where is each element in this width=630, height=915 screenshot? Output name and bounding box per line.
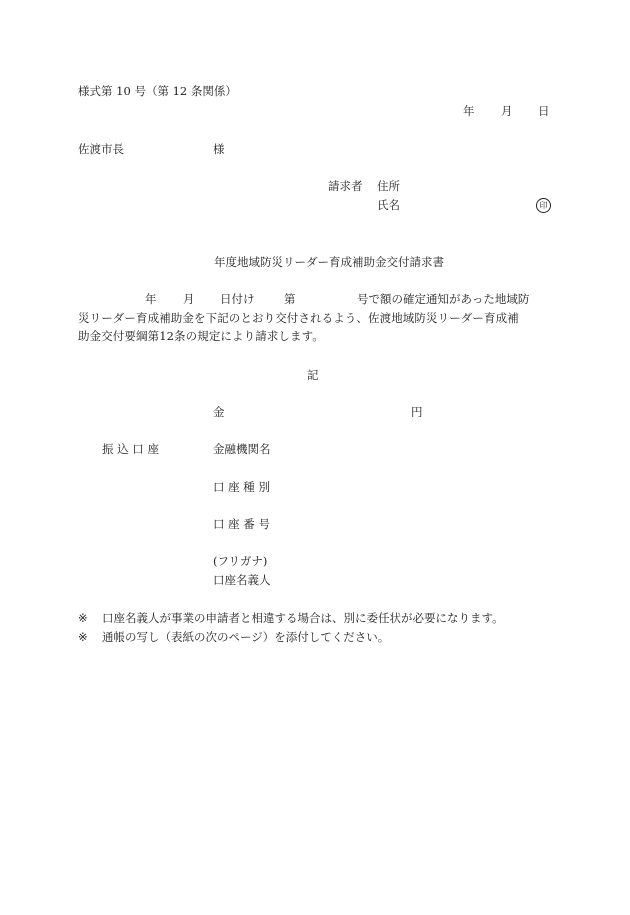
note-1-mark: ※ [78,611,88,625]
date-day-label: 日 [538,104,550,118]
body-year-label: 年 [145,292,157,306]
note-2-text: 通帳の写し（表紙の次のページ）を添付してください。 [102,630,390,644]
note-2-mark: ※ [78,630,88,644]
body-dated-label: 日付け [220,292,255,306]
body-line-3: 助金交付要綱第12条の規定により請求します。 [78,329,324,343]
furigana-label: (フリガナ) [213,554,268,568]
body-no-label: 第 [284,292,296,306]
date-year-label: 年 [463,104,475,118]
claimant-role-label: 請求者 [328,179,363,193]
amount-label: 金 [213,405,225,419]
ki-heading: 記 [307,368,319,382]
body-month-label: 月 [183,292,195,306]
claimant-name-label: 氏名 [377,198,400,212]
date-month-label: 月 [501,104,513,118]
account-holder-label: 口座名義人 [213,573,271,587]
addressee-name: 佐渡市長 [78,142,124,156]
document-title: 年度地域防災リーダー育成補助金交付請求書 [214,255,444,269]
seal-mark: 印 [536,198,551,213]
addressee-honorific: 様 [213,142,225,156]
body-line1-rest: 号で額の確定通知があった地域防 [357,292,530,306]
amount-unit: 円 [411,405,423,419]
body-line-2: 災リーダー育成補助金を下記のとおり交付されるよう、佐渡地域防災リーダー育成補 [78,311,519,325]
form-number: 様式第 10 号（第 12 条関係） [78,84,237,98]
account-type-label: 口 座 種 別 [213,480,270,494]
account-number-label: 口 座 番 号 [213,517,270,531]
claimant-address-label: 住所 [377,179,400,193]
bank-institution-label: 金融機関名 [213,442,271,456]
note-1-text: 口座名義人が事業の申請者と相違する場合は、別に委任状が必要になります。 [102,611,504,625]
bank-section-label: 振 込 口 座 [102,442,159,456]
